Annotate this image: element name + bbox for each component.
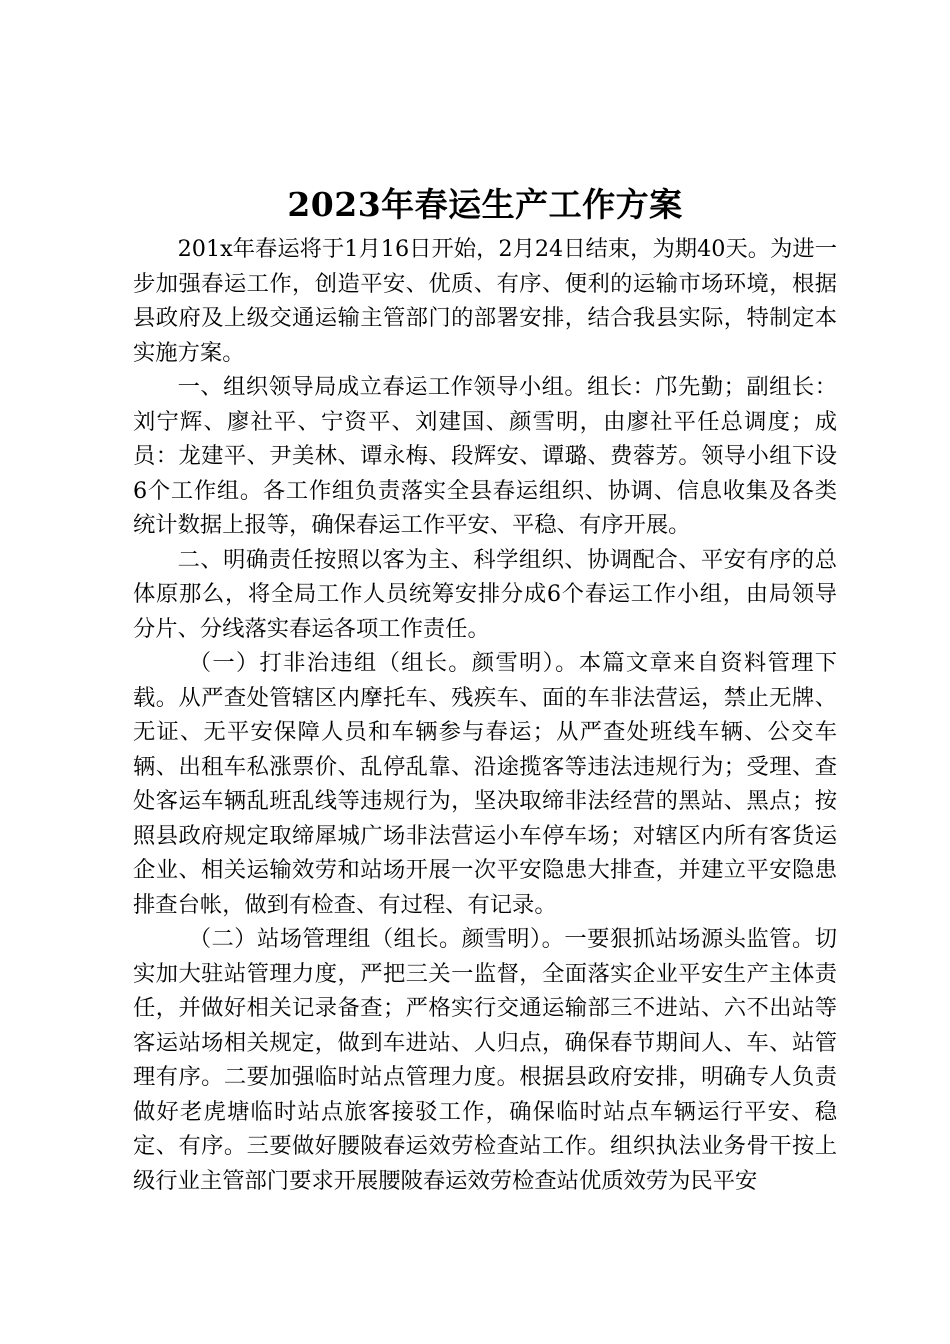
- document-page: [133, 178, 837, 1198]
- paragraph-station-group: （二）站场管理组（组长。颜雪明）。一要狠抓站场源头监管。切实加大驻站管理力度，严把三关一监督，全面落实企业平安生产主体责任，并做好相关记录备查；严格实行交通运输部三不进站、六不出站等客运站场相关规定，做到车进站、人归点，确保春节期间人、车、站管理有序。二要加强临时站点管理力度。根据县政府安排，明确专人负责做好老虎塘临时站点旅客接驳工作，确保临时站点车辆运行平安、稳定、有序。三要做好腰陂春运效劳检查站工作。组织执法业务骨干按上级行业主管部门要求开展腰陂春运效劳检查站优质效劳为民平安: [133, 926, 837, 1194]
- document-title: 2023年春运生产工作方案: [287, 185, 683, 224]
- paragraph-enforcement-group: （一）打非治违组（组长。颜雪明）。本篇文章来自资料管理下载。从严查处管辖区内摩托车、残疾车、面的车非法营运，禁止无牌、无证、无平安保障人员和车辆参与春运；从严查处班线车辆、公交车辆、出租车私涨票价、乱停乱靠、沿途揽客等违法违规行为；受理、查处客运车辆乱班乱线等违规行为，坚决取缔非法经营的黑站、黑点；按照县政府规定取缔犀城广场非法营运小车停车场；对辖区内所有客货运企业、相关运输效劳和站场开展一次平安隐患大排查，并建立平安隐患排查台帐，做到有检查、有过程、有记录。: [133, 650, 837, 918]
- paragraph-responsibility: 二、明确责任按照以客为主、科学组织、协调配合、平安有序的总体原那么，将全局工作人员统筹安排分成6个春运工作小组，由局领导分片、分线落实春运各项工作责任。: [133, 546, 837, 642]
- paragraph-organization: 一、组织领导局成立春运工作领导小组。组长：邝先勤；副组长：刘宁辉、廖社平、宁资平、刘建国、颜雪明，由廖社平任总调度；成员：龙建平、尹美林、谭永梅、段辉安、谭璐、费蓉芳。领导小组下设6个工作组。各工作组负责落实全县春运组织、协调、信息收集及各类统计数据上报等，确保春运工作平安、平稳、有序开展。: [133, 374, 837, 538]
- paragraph-intro: 201x年春运将于1月16日开始，2月24日结束，为期40天。为进一步加强春运工作，创造平安、优质、有序、便利的运输市场环境，根据县政府及上级交通运输主管部门的部署安排，结合我县实际，特制定本实施方案。: [133, 236, 837, 366]
